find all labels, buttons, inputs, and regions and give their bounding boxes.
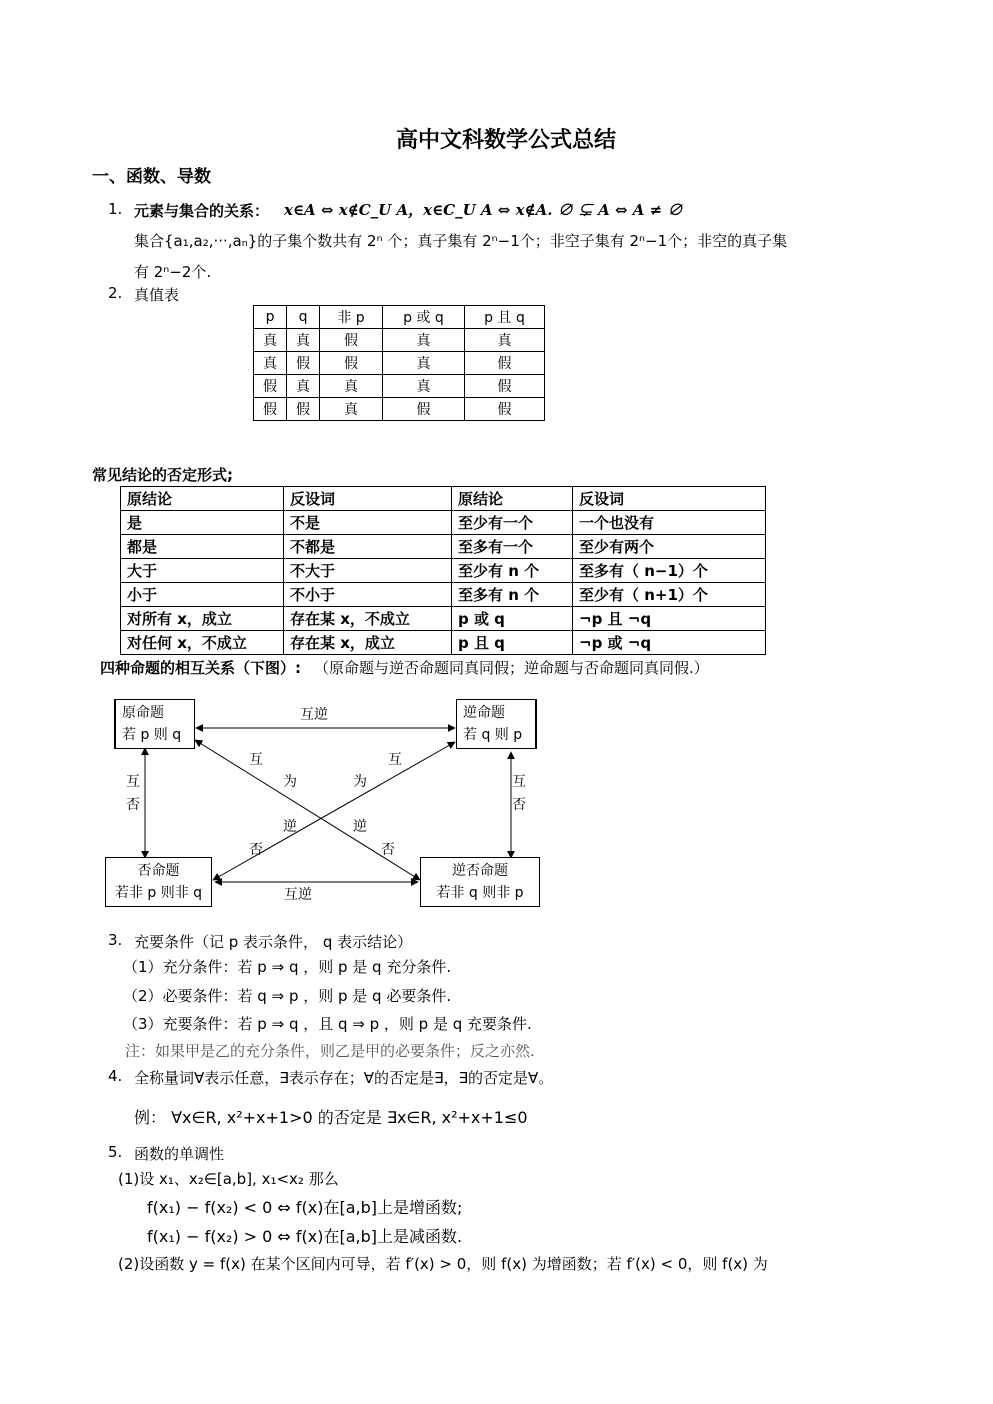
table-cell: 假: [254, 398, 287, 421]
table-cell: 存在某 x，不成立: [284, 607, 452, 631]
item4-number: 4.: [108, 1067, 123, 1085]
table-cell: 真: [382, 352, 464, 375]
diagonal-label: 互: [388, 752, 402, 768]
item3-note: 注：如果甲是乙的充分条件，则乙是甲的必要条件；反之亦然.: [125, 1042, 535, 1060]
item4-text: 全称量词∀表示任意，∃表示存在；∀的否定是∃，∃的否定是∀。: [134, 1069, 554, 1087]
item1-number: 1.: [108, 200, 123, 218]
table-cell: 假: [320, 329, 383, 352]
table-cell: 真: [382, 375, 464, 398]
table-cell: 至少有（ n+1）个: [573, 583, 766, 607]
item5-line: (2)设函数 y = f(x) 在某个区间内可导，若 f′(x) > 0，则 f(x) 为增函数；若 f′(x) < 0，则 f(x) 为: [118, 1255, 768, 1273]
item1-formula: x∈A ⇔ x∉C_U A，x∈C_U A ⇔ x∉A. ∅ ⊊ A ⇔ A ≠ ∅: [284, 201, 683, 219]
box-text: 若非 q 则非 p: [436, 885, 524, 901]
item2-label: 真值表: [134, 286, 180, 304]
diagonal-label: 互: [249, 752, 263, 768]
section-heading: 一、函数、导数: [92, 167, 211, 187]
table-cell: 假: [465, 398, 545, 421]
diagonal-label: 为: [353, 774, 367, 790]
item5-title: 函数的单调性: [134, 1145, 225, 1163]
table-header-cell: p 且 q: [465, 306, 545, 329]
table-cell: 存在某 x，成立: [284, 631, 452, 655]
right-relation-label-1: 互: [512, 774, 526, 790]
table-header-cell: 非 p: [320, 306, 383, 329]
top-relation-label: 互逆: [300, 707, 328, 723]
box-text: 若非 p 则非 q: [114, 885, 203, 901]
item1-line2: 集合{a₁,a₂,···,aₙ}的子集个数共有 2ⁿ 个；真子集有 2ⁿ−1个；非空子集有 2ⁿ−1个；非空的真子集: [134, 232, 788, 250]
left-relation-label-2: 否: [126, 797, 140, 813]
item5-line: f(x₁) − f(x₂) < 0 ⇔ f(x)在[a,b]上是增函数;: [147, 1198, 463, 1217]
diagonal-arrow-1: [195, 740, 420, 880]
table-cell: p 或 q: [452, 607, 573, 631]
converse-proposition-box: [456, 699, 537, 749]
original-proposition-box: [114, 699, 195, 749]
diagonal-label: 逆: [353, 819, 367, 835]
negation-title: 常见结论的否定形式;: [92, 466, 233, 484]
table-header-cell: 反设词: [573, 487, 766, 511]
contrapositive-box: [420, 857, 540, 907]
table-cell: p 且 q: [452, 631, 573, 655]
item3-number: 3.: [108, 931, 123, 949]
table-cell: 假: [465, 352, 545, 375]
box-text: 若 p 则 q: [122, 727, 182, 743]
left-relation-label-1: 互: [126, 774, 140, 790]
table-cell: 不大于: [284, 559, 452, 583]
table-cell: 假: [287, 352, 320, 375]
table-cell: 真: [254, 329, 287, 352]
right-relation-label-2: 否: [512, 797, 526, 813]
table-cell: 假: [287, 398, 320, 421]
item5-number: 5.: [108, 1143, 123, 1161]
table-cell: 至多有一个: [452, 535, 573, 559]
four-props-note: （原命题与逆否命题同真同假；逆命题与否命题同真同假.）: [314, 659, 709, 677]
box-title: 逆命题: [463, 705, 505, 721]
table-header-cell: q: [287, 306, 320, 329]
item5-line: f(x₁) − f(x₂) > 0 ⇔ f(x)在[a,b]上是减函数.: [147, 1227, 463, 1246]
four-props-title: 四种命题的相互关系（下图）:: [100, 659, 301, 677]
box-text: 若 q 则 p: [463, 727, 523, 743]
item3-line: （2）必要条件：若 q ⇒ p ，则 p 是 q 必要条件.: [123, 987, 452, 1005]
table-cell: 对所有 x，成立: [121, 607, 284, 631]
box-title: 原命题: [122, 705, 164, 721]
item1-line3: 有 2ⁿ−2个.: [134, 263, 212, 281]
table-cell: 不是: [284, 511, 452, 535]
table-cell: 至少有两个: [573, 535, 766, 559]
table-cell: 对任何 x，不成立: [121, 631, 284, 655]
table-cell: 真: [287, 375, 320, 398]
table-cell: 假: [320, 352, 383, 375]
box-title: 逆否命题: [452, 863, 508, 879]
item5-line: (1)设 x₁、x₂∈[a,b], x₁<x₂ 那么: [118, 1170, 339, 1188]
table-cell: 真: [254, 352, 287, 375]
table-cell: 至多有（ n−1）个: [573, 559, 766, 583]
table-header-cell: p: [254, 306, 287, 329]
table-cell: 真: [320, 398, 383, 421]
table-cell: 假: [465, 375, 545, 398]
table-cell: 至少有一个: [452, 511, 573, 535]
inverse-proposition-box: [105, 857, 212, 907]
table-cell: 真: [382, 329, 464, 352]
bottom-relation-label: 互逆: [284, 887, 312, 903]
table-header-cell: p 或 q: [382, 306, 464, 329]
table-header-cell: 原结论: [121, 487, 284, 511]
item3-line: （3）充要条件：若 p ⇒ q ，且 q ⇒ p ，则 p 是 q 充要条件.: [123, 1015, 532, 1033]
table-cell: 真: [465, 329, 545, 352]
table-cell: 至少有 n 个: [452, 559, 573, 583]
diagonal-label: 逆: [283, 819, 297, 835]
item3-title: 充要条件（记 p 表示条件， q 表示结论）: [134, 933, 413, 951]
table-cell: ¬p 或 ¬q: [573, 631, 766, 655]
table-cell: 真: [287, 329, 320, 352]
box-title: 否命题: [137, 863, 180, 879]
table-cell: 真: [320, 375, 383, 398]
diagonal-label: 为: [283, 774, 297, 790]
diagonal-label: 否: [249, 842, 263, 858]
page-title: 高中文科数学公式总结: [396, 128, 617, 153]
table-header-cell: 反设词: [284, 487, 452, 511]
item1-label: 元素与集合的关系：: [134, 202, 270, 220]
item2-number: 2.: [108, 284, 123, 302]
table-cell: 是: [121, 511, 284, 535]
table-cell: 都是: [121, 535, 284, 559]
diagonal-label: 否: [381, 842, 395, 858]
table-cell: 小于: [121, 583, 284, 607]
table-cell: 假: [382, 398, 464, 421]
table-cell: 大于: [121, 559, 284, 583]
table-cell: 一个也没有: [573, 511, 766, 535]
item4-example: 例： ∀x∈R, x²+x+1>0 的否定是 ∃x∈R, x²+x+1≤0: [134, 1108, 528, 1127]
table-cell: 假: [254, 375, 287, 398]
table-cell: 不小于: [284, 583, 452, 607]
item3-line: （1）充分条件：若 p ⇒ q ，则 p 是 q 充分条件.: [123, 958, 452, 976]
table-cell: 至多有 n 个: [452, 583, 573, 607]
table-header-cell: 原结论: [452, 487, 573, 511]
table-cell: ¬p 且 ¬q: [573, 607, 766, 631]
table-cell: 不都是: [284, 535, 452, 559]
